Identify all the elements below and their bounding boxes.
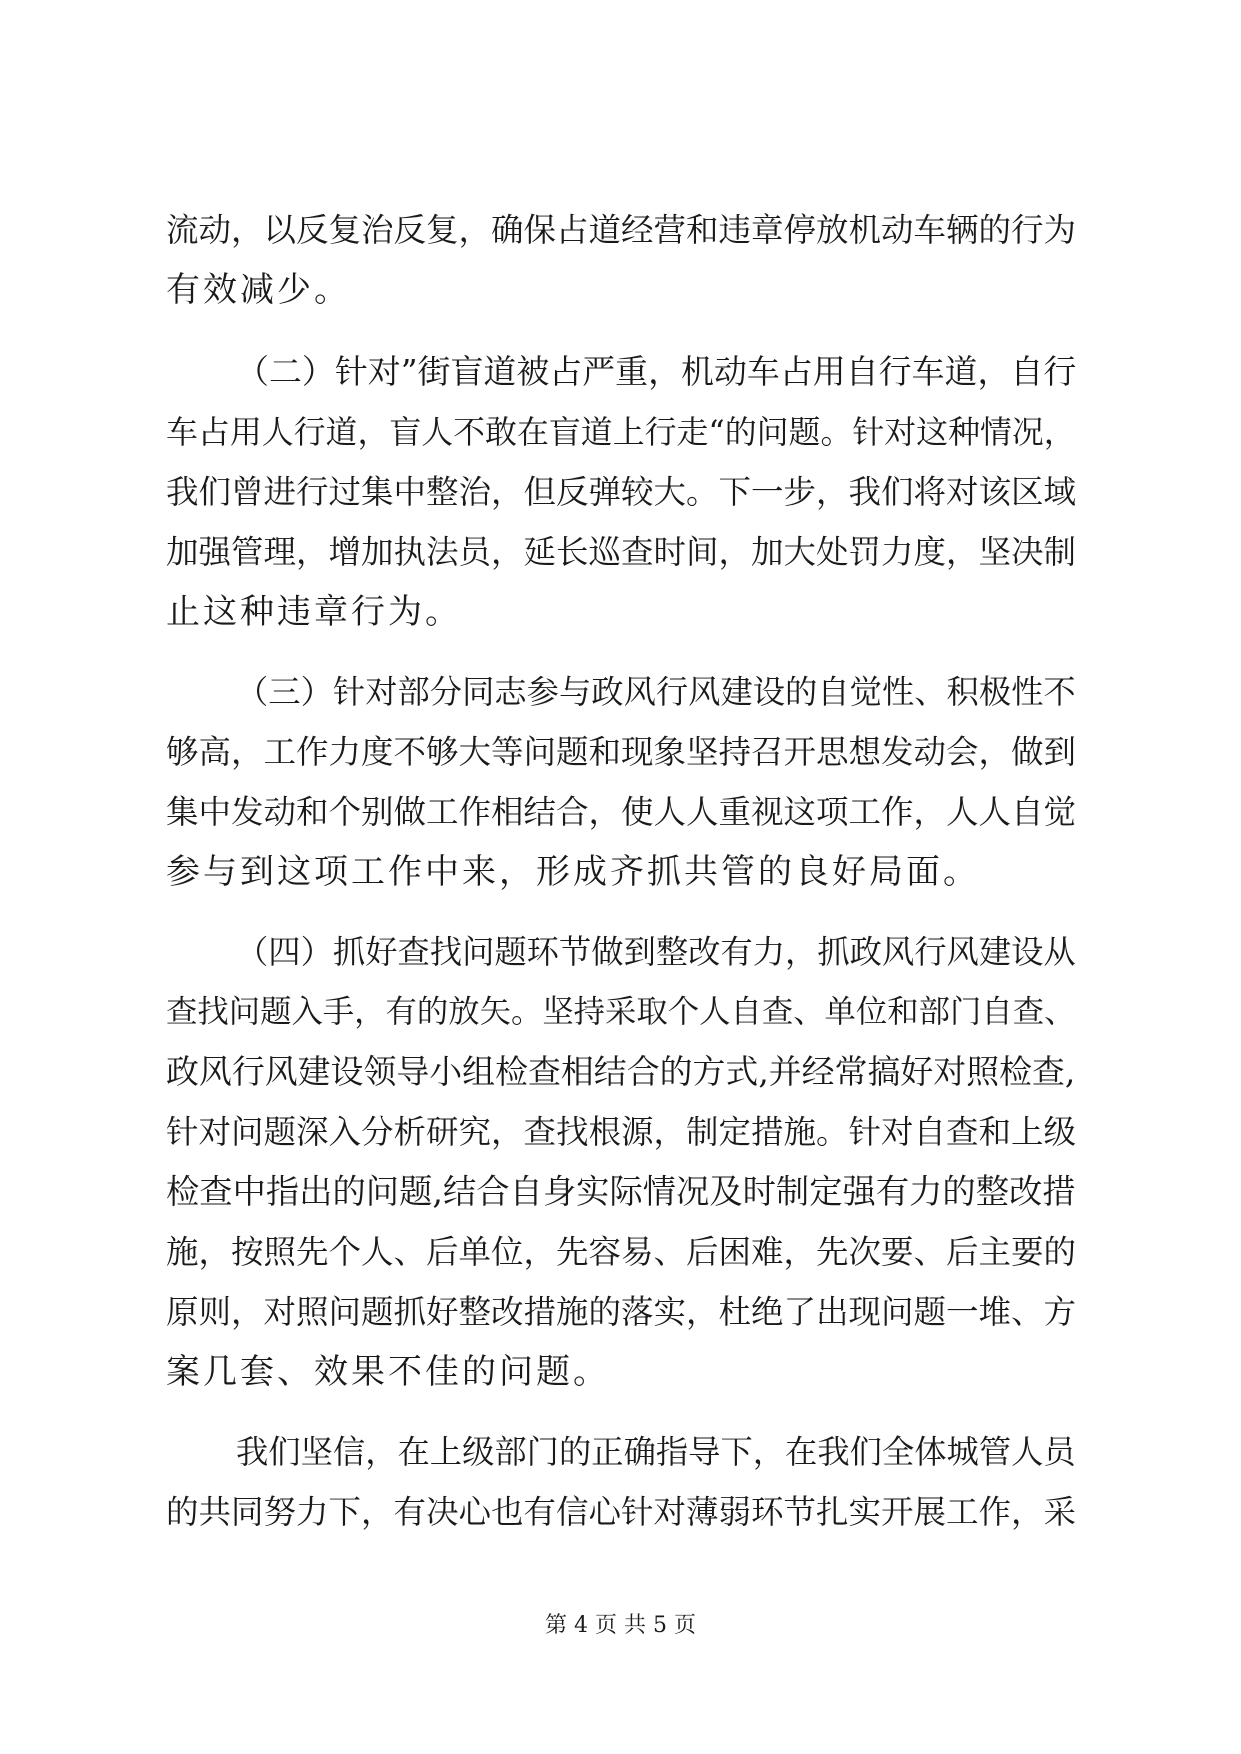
text-line: 车占用人行道，盲人不敢在盲道上行走“的问题。针对这种情况， (166, 413, 1076, 451)
page-footer: 第 4 页 共 5 页 (545, 1613, 696, 1638)
text-line: 够高，工作力度不够大等问题和现象坚持召开思想发动会，做到 (166, 733, 1077, 771)
text-line: 的共同努力下，有决心也有信心针对薄弱环节扎实开展工作，采 (166, 1493, 1077, 1531)
text-line: 检查中指出的问题,结合自身实际情况及时制定强有力的整改措 (166, 1172, 1076, 1211)
text-line: 有效减少。 (166, 270, 351, 310)
text-line: 原则，对照问题抓好整改措施的落实，杜绝了出现问题一堆、方 (166, 1293, 1077, 1331)
text-line: 止这种违章行为。 (166, 592, 462, 632)
text-line: 查找问题入手，有的放矢。坚持采取个人自查、单位和部门自查、 (166, 994, 1076, 1030)
text-line: 施，按照先个人、后单位，先容易、后困难，先次要、后主要的 (166, 1233, 1077, 1271)
paragraph-start-line: （四）抓好查找问题环节做到整改有力，抓政风行风建设从 (236, 933, 1076, 971)
paragraph-start-line: （三）针对部分同志参与政风行风建设的自觉性、积极性不 (236, 673, 1076, 711)
paragraph-start-line: （二）针对”街盲道被占严重，机动车占用自行车道，自行 (236, 352, 1077, 391)
text-line: 加强管理，增加执法员，延长巡查时间，加大处罚力度，坚决制 (166, 533, 1077, 571)
text-line: 针对问题深入分析研究，查找根源，制定措施。针对自查和上级 (166, 1113, 1077, 1151)
text-line: 我们曾进行过集中整治，但反弹较大。下一步，我们将对该区域 (166, 473, 1077, 511)
text-line: 案几套、效果不佳的问题。 (166, 1352, 610, 1392)
text-line: 流动，以反复治反复，确保占道经营和违章停放机动车辆的行为 (166, 211, 1077, 249)
text-line: 集中发动和个别做工作相结合，使人人重视这项工作，人人自觉 (166, 793, 1077, 831)
text-line: 参与到这项工作中来，形成齐抓共管的良好局面。 (166, 852, 980, 892)
text-line: 政风行风建设领导小组检查相结合的方式,并经常搞好对照检查, (166, 1052, 1076, 1091)
paragraph-start-line: 我们坚信，在上级部门的正确指导下，在我们全体城管人员 (236, 1433, 1076, 1471)
